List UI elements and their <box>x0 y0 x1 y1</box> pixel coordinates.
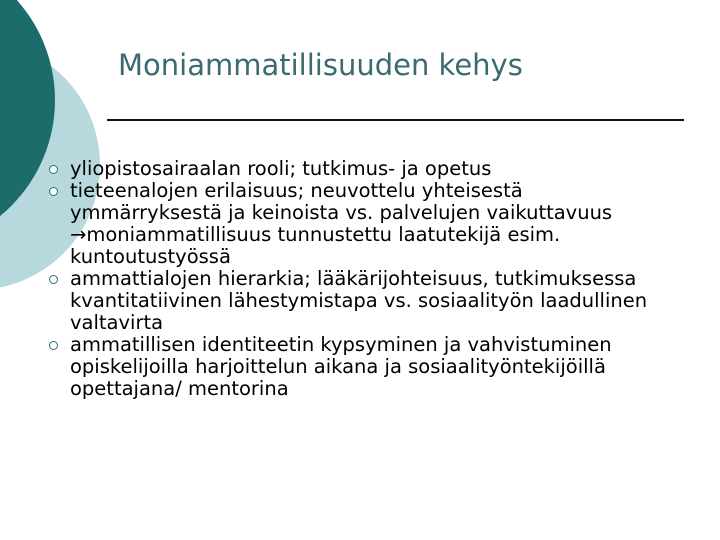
bullet-circle-icon <box>49 341 58 350</box>
bullet-list <box>49 158 669 400</box>
bullet-text: ammattialojen hierarkia; lääkärijohteisuus, tutkimuksessa kvantitatiivinen lähestymistapa vs. sosiaalityön laadullinen valtavirta <box>70 267 648 334</box>
bullet-circle-icon <box>49 187 58 196</box>
bullet-item <box>49 268 669 334</box>
bullet-item <box>49 158 669 180</box>
slide-title: Moniammatillisuuden kehys <box>118 48 523 82</box>
bullet-circle-icon <box>49 275 58 284</box>
bullet-text: tieteenalojen erilaisuus; neuvottelu yhteisestä ymmärryksestä ja keinoista vs. palvelujen vaikuttavuus →moniammatillisuus tunnustettu laatutekijä esim. kuntoutustyössä <box>70 179 613 268</box>
title-underline <box>107 119 684 121</box>
bullet-item <box>49 334 669 400</box>
bullet-text: yliopistosairaalan rooli; tutkimus- ja opetus <box>70 157 492 180</box>
bullet-text: ammatillisen identiteetin kypsyminen ja vahvistuminen opiskelijoilla harjoittelun aikana ja sosiaalityöntekijöillä opettajana/ mentorina <box>70 333 612 400</box>
bullet-item <box>49 180 669 268</box>
bullet-circle-icon <box>49 165 58 174</box>
